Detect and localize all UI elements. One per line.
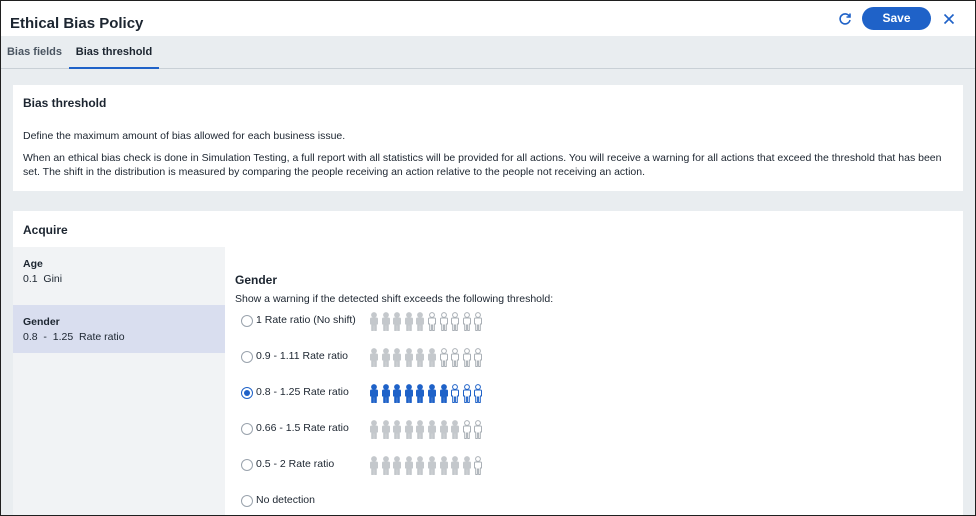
field-name: Gender xyxy=(23,316,60,328)
threshold-option[interactable] xyxy=(241,456,841,474)
option-label: 0.5 - 2 Rate ratio xyxy=(256,458,335,470)
threshold-option[interactable] xyxy=(241,348,841,366)
person-outline-icon xyxy=(462,384,472,404)
tab-bias-threshold[interactable]: Bias threshold xyxy=(75,46,153,58)
active-tab-indicator xyxy=(69,67,159,69)
person-filled-icon xyxy=(392,384,402,404)
person-filled-icon xyxy=(450,420,460,440)
radio-button[interactable] xyxy=(241,387,253,399)
person-filled-icon xyxy=(404,456,414,476)
page-title: Ethical Bias Policy xyxy=(10,15,144,32)
person-filled-icon xyxy=(381,348,391,368)
threshold-prompt: Show a warning if the detected shift exceeds the following threshold: xyxy=(235,293,554,305)
person-filled-icon xyxy=(369,384,379,404)
threshold-detail xyxy=(235,273,955,516)
issue-heading: Acquire xyxy=(23,223,68,237)
person-outline-icon xyxy=(462,348,472,368)
field-value: 0.8 - 1.25 Rate ratio xyxy=(23,331,125,343)
person-filled-icon xyxy=(415,384,425,404)
option-label: 1 Rate ratio (No shift) xyxy=(256,314,356,326)
field-value: 0.1 Gini xyxy=(23,273,63,285)
detail-heading: Gender xyxy=(235,273,278,287)
person-filled-icon xyxy=(450,456,460,476)
save-button[interactable]: Save xyxy=(862,7,931,30)
person-filled-icon xyxy=(427,348,437,368)
person-filled-icon xyxy=(415,456,425,476)
bias-threshold-intro-card xyxy=(13,85,963,191)
person-filled-icon xyxy=(439,456,449,476)
radio-button[interactable] xyxy=(241,495,253,507)
person-filled-icon xyxy=(415,348,425,368)
intro-text: Define the maximum amount of bias allowed for each business issue. xyxy=(23,130,346,142)
option-label: 0.66 - 1.5 Rate ratio xyxy=(256,422,349,434)
threshold-option[interactable] xyxy=(241,492,841,510)
person-outline-icon xyxy=(473,312,483,332)
person-outline-icon xyxy=(462,420,472,440)
person-outline-icon xyxy=(439,312,449,332)
bias-fields-list xyxy=(13,247,225,516)
person-filled-icon xyxy=(392,312,402,332)
intro-description: When an ethical bias check is done in Simulation Testing, a full report with all statistics will be provided for all actions. You will receive a warning for all actions that exceed the threshold that has been set. The shift in the distribution is measured by comparing the people receiving an action relative to the people not receiving an action. xyxy=(23,152,942,178)
title-bar xyxy=(1,1,975,36)
person-filled-icon xyxy=(415,420,425,440)
person-filled-icon xyxy=(404,312,414,332)
tab-bar xyxy=(1,36,975,69)
person-filled-icon xyxy=(404,384,414,404)
field-name: Age xyxy=(23,258,43,270)
person-filled-icon xyxy=(462,456,472,476)
option-label: 0.9 - 1.11 Rate ratio xyxy=(256,350,349,362)
person-outline-icon xyxy=(473,456,483,476)
person-filled-icon xyxy=(404,348,414,368)
section-heading: Bias threshold xyxy=(23,96,107,110)
person-outline-icon xyxy=(473,348,483,368)
person-filled-icon xyxy=(427,384,437,404)
person-filled-icon xyxy=(369,420,379,440)
person-filled-icon xyxy=(369,348,379,368)
radio-button[interactable] xyxy=(241,423,253,435)
person-outline-icon xyxy=(450,312,460,332)
person-filled-icon xyxy=(392,456,402,476)
person-filled-icon xyxy=(439,420,449,440)
threshold-option[interactable] xyxy=(241,384,841,402)
threshold-option[interactable] xyxy=(241,420,841,438)
option-label: No detection xyxy=(256,494,315,506)
refresh-icon[interactable] xyxy=(835,9,855,29)
person-filled-icon xyxy=(427,420,437,440)
person-filled-icon xyxy=(369,312,379,332)
person-outline-icon xyxy=(462,312,472,332)
person-filled-icon xyxy=(381,420,391,440)
radio-button[interactable] xyxy=(241,351,253,363)
person-filled-icon xyxy=(381,312,391,332)
person-outline-icon xyxy=(450,384,460,404)
person-filled-icon xyxy=(439,384,449,404)
radio-button[interactable] xyxy=(241,459,253,471)
business-issue-card xyxy=(13,211,963,516)
person-filled-icon xyxy=(415,312,425,332)
person-filled-icon xyxy=(427,456,437,476)
person-filled-icon xyxy=(392,420,402,440)
person-filled-icon xyxy=(392,348,402,368)
person-outline-icon xyxy=(450,348,460,368)
person-filled-icon xyxy=(381,456,391,476)
person-outline-icon xyxy=(473,384,483,404)
radio-button[interactable] xyxy=(241,315,253,327)
tab-bias-fields[interactable]: Bias fields xyxy=(6,46,63,58)
person-outline-icon xyxy=(439,348,449,368)
person-outline-icon xyxy=(427,312,437,332)
field-item-gender[interactable] xyxy=(13,305,225,353)
person-filled-icon xyxy=(381,384,391,404)
person-filled-icon xyxy=(404,420,414,440)
person-filled-icon xyxy=(369,456,379,476)
person-outline-icon xyxy=(473,420,483,440)
close-icon[interactable] xyxy=(938,8,960,30)
threshold-option[interactable] xyxy=(241,312,841,330)
field-item-age[interactable] xyxy=(13,247,225,295)
option-label: 0.8 - 1.25 Rate ratio xyxy=(256,386,349,398)
